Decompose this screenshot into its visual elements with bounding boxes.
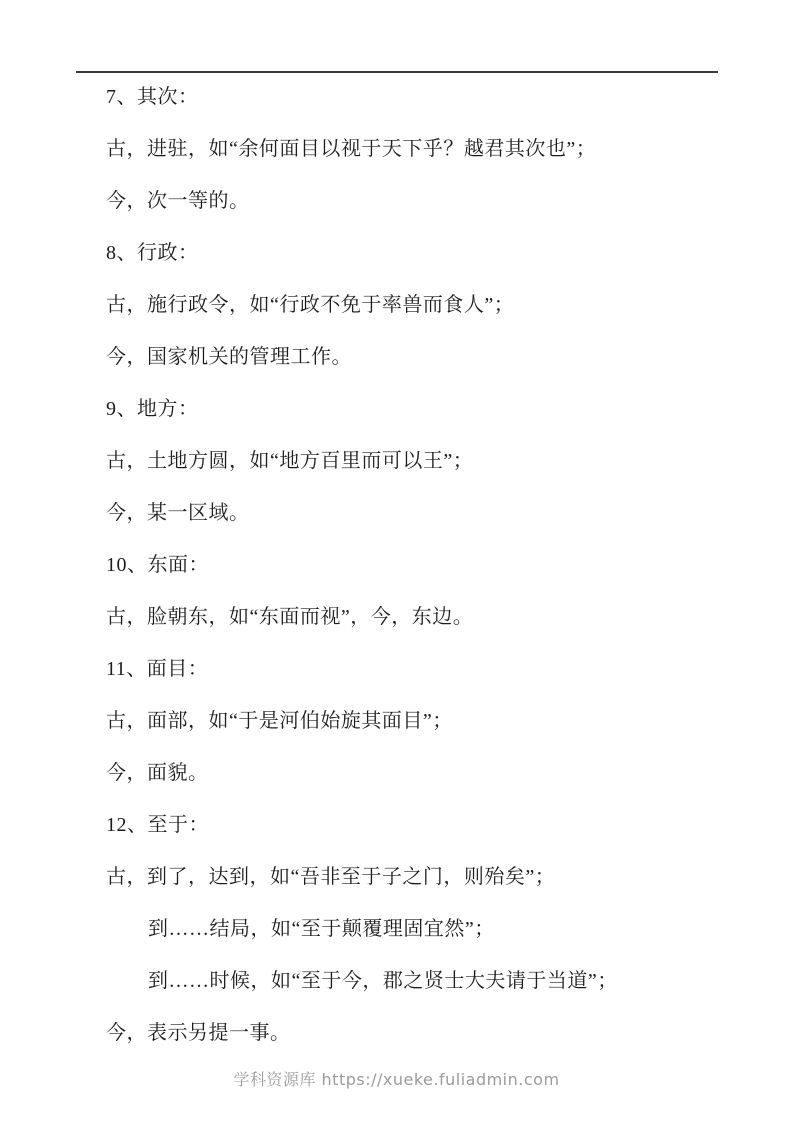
- text-line: 古，进驻，如“余何面目以视于天下乎？越君其次也”；: [106, 138, 597, 160]
- text-line: 12、至于：: [106, 814, 209, 836]
- text-line: 7、其次：: [106, 86, 199, 108]
- text-line: 古，土地方圆，如“地方百里而可以王”；: [106, 450, 474, 472]
- text-line: 今，面貌。: [106, 762, 209, 784]
- text-line: 古，到了，达到，如“吾非至于子之门，则殆矣”；: [106, 866, 556, 888]
- text-line: 今，某一区域。: [106, 502, 250, 524]
- footer-watermark: 学科资源库 https://xueke.fuliadmin.com: [233, 1070, 560, 1089]
- text-line: 到……时候，如“至于今，郡之贤士大夫请于当道”；: [148, 970, 618, 992]
- text-line: 古，施行政令，如“行政不免于率兽而食人”；: [106, 294, 515, 316]
- text-line: 古，面部，如“于是河伯始旋其面目”；: [106, 710, 453, 732]
- text-line: 9、地方：: [106, 398, 199, 420]
- document-body: [106, 71, 746, 1059]
- text-line: 11、面目：: [106, 658, 209, 680]
- text-line: 今，表示另提一事。: [106, 1022, 291, 1044]
- text-line: 古，脸朝东，如“东面而视”，今，东边。: [106, 606, 474, 628]
- text-line: 今，次一等的。: [106, 190, 250, 212]
- text-line: 今，国家机关的管理工作。: [106, 346, 352, 368]
- text-line: 8、行政：: [106, 242, 199, 264]
- text-line: 到……结局，如“至于颠覆理固宜然”；: [148, 918, 495, 940]
- text-line: 10、东面：: [106, 554, 209, 576]
